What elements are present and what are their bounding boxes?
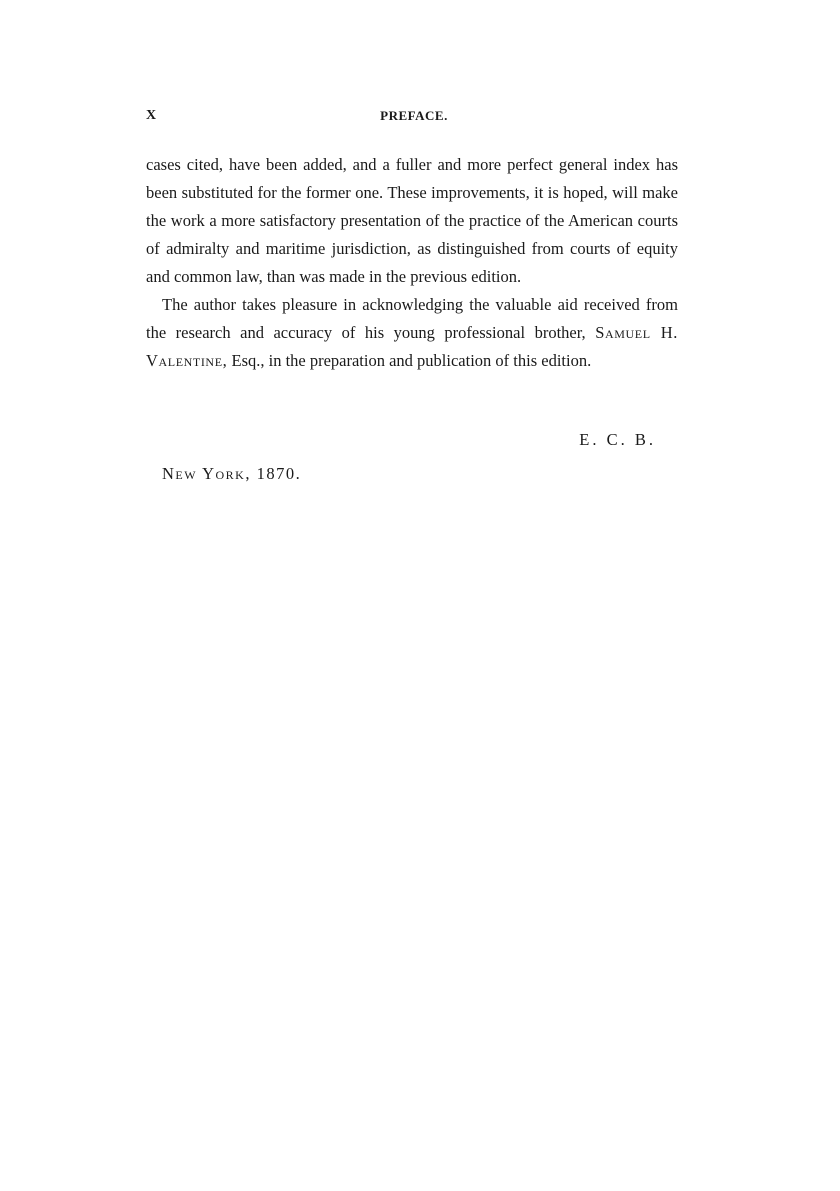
running-head — [146, 108, 678, 130]
section-title: PREFACE. — [380, 108, 448, 123]
assistant-name: Samuel H. Valentine, — [146, 323, 678, 370]
page-number: X — [146, 108, 157, 123]
place-and-date: New York, 1870. — [162, 464, 302, 483]
paragraph-2-end: Esq., in the preparation and publication of this edition. — [231, 351, 592, 370]
paragraph-2 — [146, 291, 678, 375]
author-initials: E. C. B. — [579, 430, 656, 449]
preface-body — [146, 151, 678, 375]
paragraph-2-start: The author takes pleasure in acknowledging the valuable aid received from the research and accuracy of his young professional brother, — [146, 295, 678, 342]
paragraph-1: cases cited, have been added, and a fuller and more perfect general index has been substituted for the former one. These improvements, it is hoped, will make the work a more satisfactory presentation of the practice of the American courts of admiralty and maritime jurisdiction, as distinguished from courts of equity and common law, than was made in the previous edition. — [146, 155, 678, 286]
